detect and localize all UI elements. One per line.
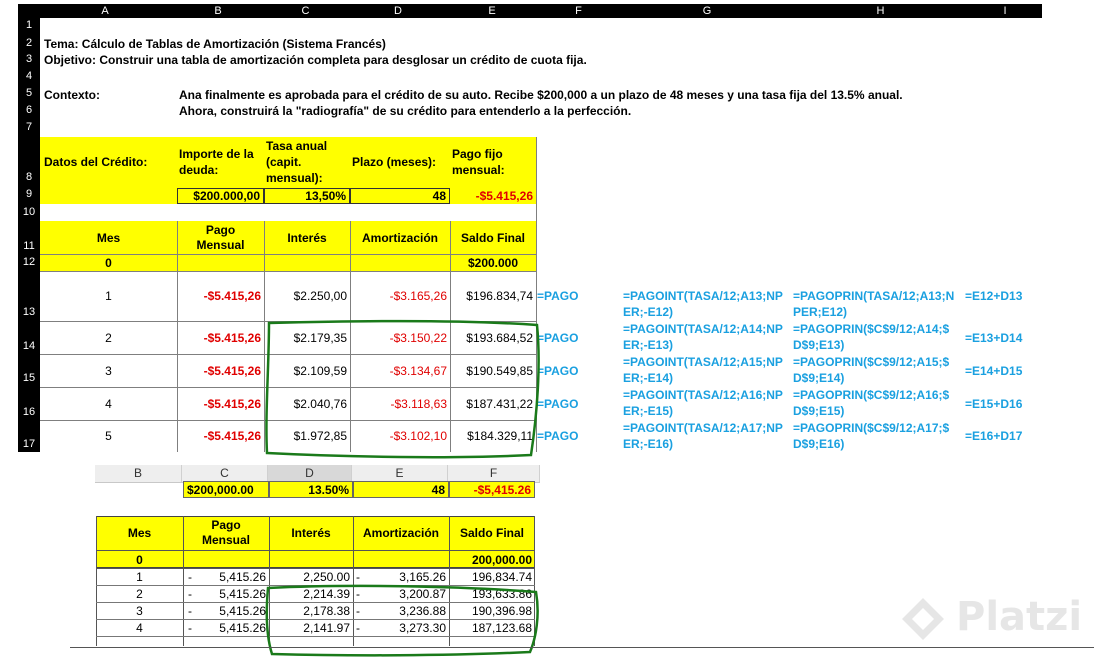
bottom-column-header-b[interactable]: B <box>95 465 182 482</box>
cell-saldo[interactable]: $190.549,85 <box>466 363 533 378</box>
importe-label <box>179 146 254 178</box>
formula-pago[interactable]: =PAGO <box>537 289 579 303</box>
bottom-cell-interes[interactable]: 2,178.38 <box>303 603 350 618</box>
column-header-f[interactable]: F <box>575 5 582 17</box>
formula-saldo[interactable]: =E12+D13 <box>965 289 1023 303</box>
plazo-label: Plazo (meses): <box>352 155 437 169</box>
formula-pagoprin[interactable] <box>793 288 965 320</box>
cell-mes[interactable]: 1 <box>105 289 112 303</box>
datos-credito-label: Datos del Crédito: <box>44 155 148 169</box>
bottom-cell-mes[interactable]: 1 <box>136 569 143 584</box>
tasa-value-cell[interactable]: 13,50% <box>264 188 350 204</box>
formula-pago[interactable]: =PAGO <box>537 363 579 378</box>
cell-amortizacion[interactable]: -$3.118,63 <box>390 396 447 411</box>
bottom-cell-amortizacion[interactable]: 3,236.88 <box>399 603 446 618</box>
bottom-cell-dash: - <box>188 603 192 618</box>
bottom-cell-amortizacion[interactable]: 3,273.30 <box>399 620 446 635</box>
bottom-cell-dash: - <box>356 586 360 601</box>
bottom-cell-dash: - <box>188 586 192 601</box>
platzi-wordmark: Platzi <box>956 594 1083 640</box>
bottom-cell-pago[interactable]: 5,415.26 <box>219 569 266 584</box>
cell-interes[interactable]: $1.972,85 <box>293 429 347 443</box>
row-header[interactable]: 6 <box>25 104 33 116</box>
row-header[interactable]: 3 <box>25 53 33 65</box>
formula-pago[interactable]: =PAGO <box>537 429 579 443</box>
bottom-column-header-d[interactable]: D <box>268 465 352 482</box>
bottom-column-header-f[interactable]: F <box>448 465 540 482</box>
row-header[interactable]: 7 <box>25 121 33 133</box>
column-header-d[interactable]: D <box>394 5 402 17</box>
tasa-label-line: (capit. <box>266 155 302 169</box>
formula-pago[interactable]: =PAGO <box>537 330 579 345</box>
pago-fijo-label-line: Pago fijo <box>452 147 503 161</box>
formula-line: D$9;E14) <box>793 371 845 385</box>
formula-line: =PAGOINT(TASA/12;A13;NP <box>623 289 783 303</box>
bottom-cell-amortizacion[interactable]: 3,165.26 <box>399 569 446 584</box>
formula-line: =PAGOINT(TASA/12;A17;NP <box>623 421 783 435</box>
formula-saldo[interactable]: =E14+D15 <box>965 363 1023 378</box>
bottom-header-interes[interactable]: Interés <box>291 526 331 540</box>
bottom-cell-saldo[interactable]: 196,834.74 <box>471 569 532 584</box>
contexto-label: Contexto: <box>44 88 100 102</box>
bottom-cell-dash: - <box>356 620 360 635</box>
pago-fijo-value-cell[interactable]: -$5.415,26 <box>475 189 533 203</box>
formula-line: ER;-E13) <box>623 338 674 352</box>
formula-line: ER;-E16) <box>623 437 674 451</box>
formula-line: D$9;E16) <box>793 437 845 451</box>
bottom-header-pago-line: Mensual <box>201 533 250 547</box>
cell-mes[interactable]: 3 <box>105 363 112 378</box>
cell-mes[interactable]: 5 <box>105 429 112 443</box>
bottom-importe-cell[interactable]: $200,000.00 <box>183 481 269 498</box>
tasa-label-line: mensual): <box>266 171 323 185</box>
green-highlight-annotation <box>255 315 545 463</box>
bottom-cell-dash: - <box>188 569 192 584</box>
formula-line: ER;-E14) <box>623 371 674 385</box>
grid-line <box>96 550 535 551</box>
bottom-header-saldo[interactable]: Saldo Final <box>459 526 524 540</box>
formula-pagoint[interactable] <box>623 288 795 320</box>
formula-saldo[interactable]: =E16+D17 <box>965 429 1023 443</box>
plazo-value-cell[interactable]: 48 <box>350 188 450 204</box>
bottom-cell-mes[interactable]: 4 <box>136 620 143 635</box>
cell-interes[interactable]: $2.179,35 <box>293 330 347 345</box>
bottom-cell-dash: - <box>356 603 360 618</box>
column-header-a[interactable]: A <box>101 5 109 17</box>
cell-saldo[interactable]: $193.684,52 <box>466 330 533 345</box>
column-header-h[interactable]: H <box>876 5 885 17</box>
bottom-cell-interes[interactable]: 2,141.97 <box>303 620 350 635</box>
bottom-header-pago[interactable] <box>183 516 269 550</box>
cell-pago[interactable]: -$5.415,26 <box>203 289 261 303</box>
bottom-cell-saldo[interactable]: 193,633.86 <box>471 586 532 601</box>
cell-amortizacion[interactable]: -$3.134,67 <box>389 363 447 378</box>
cell-mes[interactable]: 4 <box>105 396 112 411</box>
header-pago-line: Pago <box>205 222 236 237</box>
top-row-header-bar <box>18 18 40 452</box>
formula-saldo[interactable]: =E15+D16 <box>965 396 1023 411</box>
row-header[interactable]: 10 <box>22 206 36 218</box>
formula-line: ER;-E15) <box>623 404 674 418</box>
formula-pagoint[interactable] <box>623 387 795 419</box>
tema-text: Tema: Cálculo de Tablas de Amortización (Sistema Francés) <box>44 37 386 51</box>
importe-value-cell[interactable]: $200.000,00 <box>177 188 264 204</box>
row-header[interactable]: 9 <box>25 188 33 200</box>
objetivo-text: Objetivo: Construir una tabla de amortización completa para desglosar un crédito de cuota fija. <box>44 53 587 67</box>
cell-saldo[interactable]: $187.431,22 <box>466 396 533 411</box>
row0-mes[interactable]: 0 <box>105 255 112 270</box>
platzi-watermark <box>898 588 1088 650</box>
row-header[interactable]: 2 <box>25 37 33 49</box>
row-header[interactable]: 11 <box>23 240 35 252</box>
cell-amortizacion[interactable]: -$3.165,26 <box>389 289 447 303</box>
top-column-header-bar <box>18 4 1042 18</box>
bottom-pago-cell[interactable]: -$5,415.26 <box>449 481 535 498</box>
column-header-i[interactable]: I <box>1003 5 1007 17</box>
tasa-label <box>266 138 327 186</box>
bottom-column-header-e[interactable]: E <box>352 465 448 482</box>
bottom-datos-row <box>183 481 535 498</box>
formula-line: PER;E12) <box>793 305 848 319</box>
table-row <box>40 271 1042 321</box>
cell-pago[interactable]: -$5.415,26 <box>203 429 261 443</box>
cell-pago[interactable]: -$5.415,26 <box>203 330 261 345</box>
row-header[interactable]: 17 <box>22 438 36 450</box>
cell-amortizacion[interactable]: -$3.150,22 <box>389 330 447 345</box>
cell-mes[interactable]: 2 <box>105 330 112 345</box>
row-header[interactable]: 14 <box>22 340 36 352</box>
pago-fijo-label-line: mensual: <box>452 163 505 177</box>
contexto-line-1: Ana finalmente es aprobada para el crédito de su auto. Recibe $200,000 a un plazo de 48 meses y una tasa fija del 13.5% anual. <box>179 88 903 102</box>
bottom-plazo-cell[interactable]: 48 <box>353 481 449 498</box>
cell-pago[interactable]: -$5.415,26 <box>203 396 261 411</box>
column-header-e[interactable]: E <box>488 5 496 17</box>
bottom-tasa-cell[interactable]: 13.50% <box>269 481 353 498</box>
header-pago-line: Mensual <box>196 237 245 252</box>
formula-pagoprin[interactable] <box>793 420 965 452</box>
header-mes[interactable]: Mes <box>96 230 121 245</box>
formula-pagoint[interactable] <box>623 420 795 452</box>
formula-line: =PAGOPRIN($C$9/12;A16;$ <box>793 388 950 402</box>
cell-amortizacion[interactable]: -$3.102,10 <box>389 429 447 443</box>
formula-line: =PAGOPRIN($C$9/12;A17;$ <box>793 421 950 435</box>
cell-interes[interactable]: $2.040,76 <box>293 396 347 411</box>
cell-saldo[interactable]: $196.834,74 <box>466 289 533 303</box>
bottom-cell-interes[interactable]: 2,250.00 <box>303 569 350 584</box>
formula-pago[interactable]: =PAGO <box>537 396 579 411</box>
importe-label-line: Importe de la <box>179 147 254 161</box>
formula-pagoprin[interactable] <box>793 321 965 353</box>
formula-line: =PAGOINT(TASA/12;A14;NP <box>623 322 783 336</box>
bottom-cell-pago[interactable]: 5,415.26 <box>219 603 266 618</box>
row-header[interactable]: 8 <box>25 171 33 183</box>
tasa-label-line: Tasa anual <box>266 139 328 153</box>
cell-saldo[interactable]: $184.329,11 <box>467 429 533 443</box>
cell-pago[interactable]: -$5.415,26 <box>203 363 261 378</box>
cell-interes[interactable]: $2.250,00 <box>293 289 347 303</box>
row-header[interactable]: 4 <box>25 70 33 82</box>
formula-line: =PAGOINT(TASA/12;A15;NP <box>623 355 783 369</box>
bottom-header-mes[interactable]: Mes <box>127 526 152 540</box>
bottom-cell-pago[interactable]: 5,415.26 <box>219 620 266 635</box>
header-pago-mensual[interactable] <box>177 221 264 254</box>
formula-saldo[interactable]: =E13+D14 <box>965 330 1023 345</box>
importe-label-line: deuda: <box>179 163 219 177</box>
formula-line: D$9;E15) <box>793 404 845 418</box>
bottom-cell-interes[interactable]: 2,214.39 <box>303 586 350 601</box>
formula-pagoprin[interactable] <box>793 387 965 419</box>
bottom-header-pago-line: Pago <box>211 518 241 532</box>
row-header[interactable]: 13 <box>22 306 36 318</box>
pago-fijo-label <box>452 146 505 178</box>
formula-pagoint[interactable] <box>623 354 795 386</box>
bottom-cell-amortizacion[interactable]: 3,200.87 <box>399 586 446 601</box>
grid-line <box>40 254 536 255</box>
bottom-cell-saldo[interactable]: 190,396.98 <box>471 603 532 618</box>
formula-line: =PAGOINT(TASA/12;A16;NP <box>623 388 783 402</box>
row-header[interactable]: 1 <box>25 19 33 31</box>
contexto-line-2: Ahora, construirá la "radiografía" de su crédito para entenderlo a la perfección. <box>179 104 632 118</box>
header-interes[interactable]: Interés <box>287 230 327 245</box>
bottom-cell-mes[interactable]: 3 <box>136 603 143 618</box>
row0-saldo[interactable]: $200.000 <box>467 255 519 270</box>
bottom-cell-mes[interactable]: 2 <box>136 586 143 601</box>
column-header-g[interactable]: G <box>702 5 712 17</box>
bottom-cell-dash: - <box>356 569 360 584</box>
row-header[interactable]: 16 <box>22 406 36 418</box>
formula-line: =PAGOPRIN($C$9/12;A14;$ <box>793 322 950 336</box>
bottom-row0-saldo[interactable]: 200,000.00 <box>471 552 532 567</box>
header-amortizacion[interactable]: Amortización <box>361 230 438 245</box>
formula-line: ER;-E12) <box>623 305 674 319</box>
column-header-c[interactable]: C <box>301 5 310 17</box>
formula-line: =PAGOPRIN($C$9/12;A15;$ <box>793 355 950 369</box>
bottom-cell-dash: - <box>188 620 192 635</box>
bottom-cell-pago[interactable]: 5,415.26 <box>219 586 266 601</box>
bottom-header-amortizacion[interactable]: Amortización <box>362 526 439 540</box>
column-header-b[interactable]: B <box>214 5 222 17</box>
formula-pagoint[interactable] <box>623 321 795 353</box>
formula-pagoprin[interactable] <box>793 354 965 386</box>
bottom-cell-saldo[interactable]: 187,123.68 <box>471 620 532 635</box>
row-header[interactable]: 12 <box>22 256 36 268</box>
cell-interes[interactable]: $2.109,59 <box>293 363 347 378</box>
header-saldo-final[interactable]: Saldo Final <box>460 230 525 245</box>
formula-line: =PAGOPRIN(TASA/12;A13;N <box>793 289 955 303</box>
bottom-row0-mes[interactable]: 0 <box>136 552 143 567</box>
row-header[interactable]: 15 <box>22 372 36 384</box>
platzi-logo-icon <box>898 594 948 644</box>
formula-line: D$9;E13) <box>793 338 845 352</box>
row-header[interactable]: 5 <box>25 87 33 99</box>
bottom-column-header-c[interactable]: C <box>182 465 268 482</box>
